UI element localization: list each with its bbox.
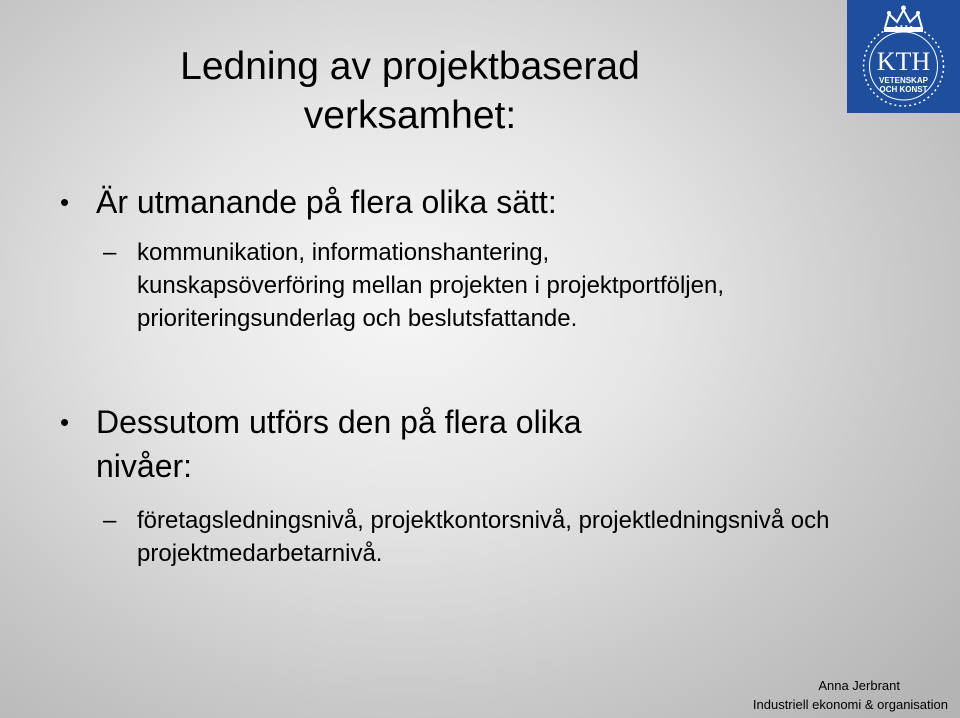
bullet-2-text-line-2: nivåer: <box>96 448 193 484</box>
sub-bullet-2 <box>103 504 837 570</box>
logo-line-1: VETENSKAP <box>879 76 928 85</box>
bullet-2 <box>60 400 796 488</box>
sub-bullet-2-text: företagsledningsnivå, projektkontorsnivå, projektledningsnivå och projektmedarbetarnivå. <box>137 507 830 567</box>
title-line-1: Ledning av projektbaserad <box>180 45 640 88</box>
kth-logo <box>847 0 960 113</box>
bullet-dot-icon: • <box>60 187 70 217</box>
title-line-2: verksamhet: <box>303 94 517 137</box>
sub-bullet-1-text: kommunikation, informationshantering, kunskapsöverföring mellan projekten i projektportföljen, prioriteringsunderlag och beslutsfattande. <box>137 239 724 332</box>
bullet-2-text-line-1: Dessutom utförs den på flera olika <box>96 404 582 440</box>
footer-author: Anna Jerbrant <box>818 678 900 693</box>
sub-bullet-1 <box>103 236 757 335</box>
bullet-dot-icon: • <box>60 407 70 437</box>
crown-seal-icon <box>847 0 960 113</box>
footer-department: Industriell ekonomi & organisation <box>752 697 948 712</box>
logo-text: KTH <box>876 47 931 76</box>
slide-title <box>0 42 820 140</box>
bullet-1 <box>60 180 796 224</box>
dash-icon: – <box>103 507 117 534</box>
bullet-1-text: Är utmanande på flera olika sätt: <box>96 184 557 220</box>
logo-line-2: OCH KONST <box>879 85 928 94</box>
dash-icon: – <box>103 239 117 266</box>
